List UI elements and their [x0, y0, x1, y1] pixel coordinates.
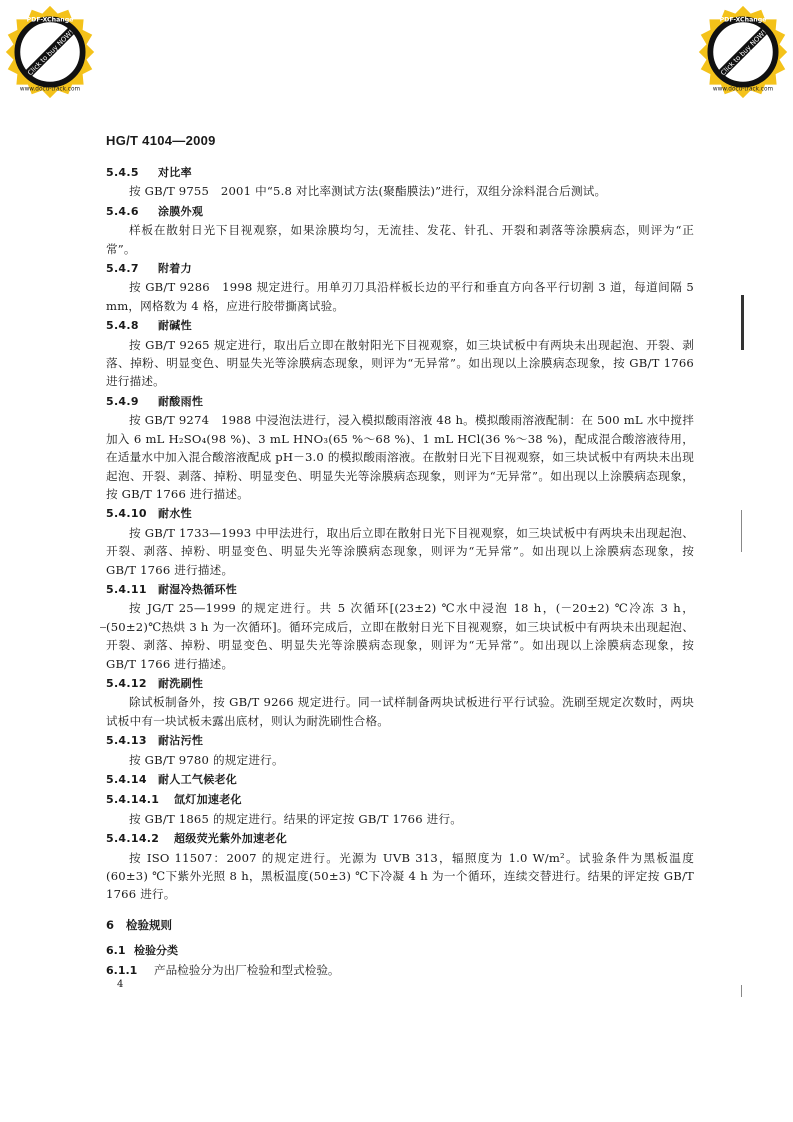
- stamp-middle-text: Click to buy NOW!: [719, 28, 769, 78]
- section-title: 耐人工气候老化: [158, 773, 238, 786]
- section-number: 5.4.13: [106, 734, 147, 748]
- section-heading: [106, 164, 694, 182]
- section-number: 5.4.6: [106, 204, 139, 218]
- section-paragraph: 按 GB/T 9286 1998 规定进行。用单刃刀具沿样板长边的平行和垂直方向各平行切割 3 道，每道间隔 5 mm，网格数为 4 格，应进行胶带撕离试验。: [106, 280, 694, 313]
- section-title: 涂膜外观: [158, 204, 204, 218]
- section-title: 对比率: [158, 166, 192, 179]
- stamp-top-text: PDF-XChange: [719, 16, 767, 24]
- chapter-heading: [106, 916, 694, 934]
- stamp-bottom-text: www.docu-track.com: [19, 86, 81, 93]
- section-number: 5.4.9: [106, 394, 139, 408]
- page-number: 4: [117, 979, 124, 990]
- subsection-heading: [106, 942, 694, 960]
- section-title: 耐水性: [158, 507, 192, 521]
- section-heading: [106, 260, 694, 278]
- section-paragraph: 按 GB/T 9755 2001 中“5.8 对比率测试方法(聚酯膜法)”进行，双组分涂料混合后测试。: [129, 184, 607, 199]
- subsection-title: 检验分类: [134, 944, 178, 958]
- section-paragraph: 按 GB/T 9274 1988 中浸泡法进行，浸入模拟酸雨溶液 48 h。模拟酸雨溶液配制：在 500 mL 水中搅拌加入 6 mL H₂SO₄(98 %)、3 mL HNO₃(65 %～68 %)、1 mL HCl(36 %～38 %)，配成混合酸溶液待用，在适量水中加入混合酸溶液配成 pH－3.0 的模拟酸雨溶液。在散射日光下目视观察，如三块试板中有两块未出现起泡、开裂、剥落、掉粉、明显变色、明显失光等涂膜病态现象，则评为“无异常”。如出现以上涂膜病态现象，按 GB/T 1766 进行描述。: [106, 413, 694, 501]
- scan-edge-mark: [741, 295, 744, 350]
- section-heading: [106, 675, 694, 693]
- section-heading: [106, 732, 694, 750]
- chapter-title: 检验规则: [126, 917, 172, 932]
- section-heading: [106, 393, 694, 411]
- section-number: 5.4.5: [106, 166, 139, 179]
- section-heading: [106, 791, 694, 809]
- section-title: 耐沾污性: [158, 734, 204, 748]
- section-number: 5.4.14.2: [106, 832, 160, 846]
- clause-number: 6.1.1: [106, 963, 138, 977]
- section-title: 耐碱性: [158, 319, 192, 333]
- section-number: 5.4.10: [106, 507, 147, 521]
- section-title: 超级荧光紫外加速老化: [174, 832, 287, 846]
- stamp-bottom-text: www.docu-track.com: [712, 86, 774, 93]
- section-title: 附着力: [158, 262, 192, 276]
- scan-edge-mark: [741, 510, 742, 552]
- standard-number: HG/T 4104—2009: [106, 133, 216, 148]
- pdf-xchange-stamp-left[interactable]: [2, 4, 98, 100]
- section-paragraph: 按 GB/T 9780 的规定进行。: [129, 752, 284, 767]
- section-paragraph: 按 GB/T 9265 规定进行，取出后立即在散射阳光下目视观察，如三块试板中有两块未出现起泡、开裂、剥落、掉粉、明显变色、明显失光等涂膜病态现象，则评为“无异常”。如出现以上涂膜病态现象，按 GB/T 1766 进行描述。: [106, 337, 694, 389]
- stamp-top-text: PDF-XChange: [26, 16, 74, 24]
- section-paragraph: 按 JG/T 25—1999 的规定进行。共 5 次循环[(23±2) ℃水中浸泡 18 h，(－20±2) ℃冷冻 3 h，(50±2)℃热烘 3 h 为一次循环]。循环完成后，立即在散射日光下目视观察，如三块试板中有两块未出现起泡、开裂、剥落、掉粉、明显变色、明显失光等涂膜病态现象，则评为“无异常”。如出现以上涂膜病态现象，按 GB/T 1766 进行描述。: [106, 601, 694, 671]
- section-heading: [106, 505, 694, 523]
- section-number: 5.4.11: [106, 582, 147, 596]
- section-heading: [106, 581, 694, 599]
- section-heading: [106, 771, 694, 789]
- section-number: 5.4.14: [106, 773, 147, 786]
- section-title: 耐洗刷性: [158, 676, 204, 690]
- section-paragraph: 按 GB/T 1865 的规定进行。结果的评定按 GB/T 1766 进行。: [129, 811, 463, 826]
- stamp-middle-text: Click to buy NOW!: [26, 28, 76, 78]
- section-title: 耐湿冷热循环性: [158, 582, 238, 596]
- section-paragraph: 样板在散射日光下目视观察，如果涂膜均匀，无流挂、发花、针孔、开裂和剥落等涂膜病态，则评为“正常”。: [106, 223, 694, 256]
- subsection-number: 6.1: [106, 944, 126, 958]
- chapter-number: 6: [106, 917, 115, 932]
- clause-line: [106, 961, 694, 980]
- section-number: 5.4.12: [106, 676, 147, 690]
- section-number: 5.4.8: [106, 319, 139, 333]
- scan-edge-mark: [741, 985, 742, 997]
- section-title: 耐酸雨性: [158, 394, 204, 408]
- document-body: [106, 162, 694, 980]
- section-title: 氙灯加速老化: [174, 793, 242, 807]
- section-paragraph: 按 ISO 11507：2007 的规定进行。光源为 UVB 313，辐照度为 1.0 W/m²。试验条件为黑板温度(60±3) ℃下紫外光照 8 h，黑板温度(50±3) ℃下冷凝 4 h 为一个循环，连续交替进行。结果的评定按 GB/T 1766 进行。: [106, 850, 694, 902]
- section-paragraph: 按 GB/T 1733—1993 中甲法进行，取出后立即在散射日光下目视观察，如三块试板中有两块未出现起泡、开裂、剥落、掉粉、明显变色、明显失光等涂膜病态现象，则评为“无异常”。如出现以上涂膜病态现象，按 GB/T 1766 进行描述。: [106, 525, 694, 577]
- section-paragraph: 除试板制备外，按 GB/T 9266 规定进行。同一试样制备两块试板进行平行试验。洗刷至规定次数时，两块试板中有一块试板未露出底材，则认为耐洗刷性合格。: [106, 695, 694, 728]
- scan-margin-mark: [100, 627, 106, 628]
- section-number: 5.4.7: [106, 262, 139, 276]
- clause-text: 产品检验分为出厂检验和型式检验。: [154, 962, 340, 977]
- section-number: 5.4.14.1: [106, 793, 160, 807]
- section-heading: [106, 203, 694, 221]
- section-heading: [106, 317, 694, 335]
- pdf-xchange-stamp-right[interactable]: [695, 4, 791, 100]
- section-heading: [106, 830, 694, 848]
